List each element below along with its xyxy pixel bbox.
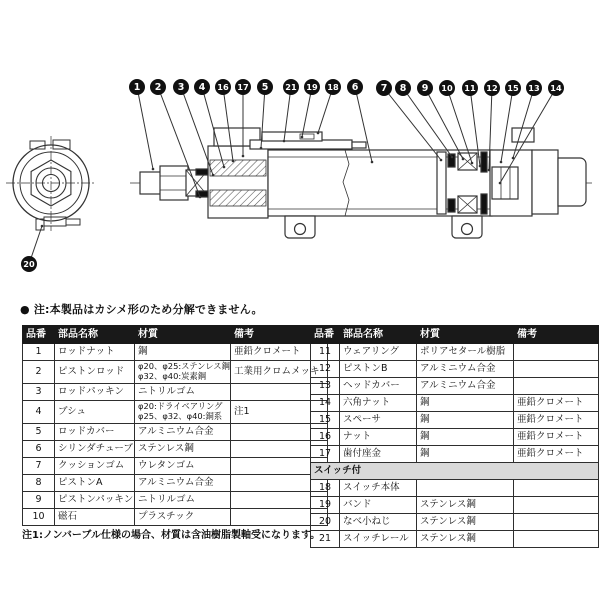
cell-num: 12 (311, 361, 340, 378)
cell-name: シリンダチューブ (55, 440, 135, 457)
cell-material: 鋼 (135, 344, 231, 361)
cell-name: 磁石 (55, 508, 135, 525)
cell-num: 19 (311, 497, 340, 514)
cell-num: 7 (23, 457, 55, 474)
svg-text:14: 14 (550, 83, 562, 94)
cell-num: 5 (23, 423, 55, 440)
cell-note: 亜鉛クロメート (514, 446, 599, 463)
cell-name: ロッドカバー (55, 423, 135, 440)
cell-name: 歯付座金 (340, 446, 417, 463)
table-row (311, 514, 599, 531)
svg-text:16: 16 (217, 82, 229, 93)
note-crimped: ● 注:本製品はカシメ形のため分解できません。 (20, 303, 263, 316)
column-header: 備考 (514, 326, 599, 344)
svg-text:20: 20 (23, 259, 35, 270)
table-row (23, 508, 328, 525)
parts-table-left (22, 325, 328, 526)
cell-name: バンド (340, 497, 417, 514)
cell-material: アルミニウム合金 (417, 378, 514, 395)
piston-b (437, 152, 446, 214)
table-row (23, 491, 328, 508)
cell-note (514, 531, 599, 548)
svg-text:7: 7 (380, 83, 388, 95)
svg-text:12: 12 (486, 83, 498, 94)
column-header: 品番 (23, 326, 55, 344)
cell-name: ロッドパッキン (55, 383, 135, 400)
cell-material: ウレタンゴム (135, 457, 231, 474)
svg-text:17: 17 (237, 82, 249, 93)
hex-nut-side (492, 167, 518, 199)
table-row (311, 531, 599, 548)
svg-text:21: 21 (285, 82, 297, 93)
wear-ring (481, 152, 487, 172)
svg-text:6: 6 (351, 82, 359, 94)
cell-note: 注1 (231, 400, 328, 423)
section-row (311, 463, 599, 480)
head-end (532, 150, 558, 214)
table-row (23, 361, 328, 384)
table-row (23, 440, 328, 457)
svg-text:5: 5 (261, 82, 269, 94)
table-row (311, 344, 599, 361)
cell-material: 鋼 (417, 446, 514, 463)
cell-note (514, 480, 599, 497)
svg-text:9: 9 (421, 83, 429, 95)
svg-text:1: 1 (133, 82, 141, 94)
callout-1 (129, 79, 154, 170)
cell-material: 鋼 (417, 395, 514, 412)
cell-name: ピストンA (55, 474, 135, 491)
cell-material: ニトリルゴム (135, 491, 231, 508)
column-header: 備考 (231, 326, 328, 344)
callout-18 (317, 79, 341, 134)
table-row (23, 457, 328, 474)
cell-name: ヘッドカバー (340, 378, 417, 395)
svg-text:18: 18 (327, 82, 339, 93)
table-row (311, 480, 599, 497)
bushing (196, 169, 208, 175)
cell-note (514, 497, 599, 514)
table-row (23, 423, 328, 440)
cell-name: スイッチレール (340, 531, 417, 548)
cell-note (514, 514, 599, 531)
cell-num: 2 (23, 361, 55, 384)
callout-19 (301, 79, 320, 138)
parts-table-right (310, 325, 599, 548)
section-label: スイッチ付 (311, 463, 599, 480)
rod-nut (160, 166, 188, 200)
table-row (23, 400, 328, 423)
svg-text:15: 15 (507, 83, 519, 94)
cell-material: φ20、φ25:ステンレス鋼 φ32、φ40:炭素鋼 (135, 361, 231, 384)
cell-material: ステンレス鋼 (417, 497, 514, 514)
cell-note: 亜鉛クロメート (514, 395, 599, 412)
table-row (23, 344, 328, 361)
table-row (311, 497, 599, 514)
cell-note (514, 344, 599, 361)
table-row (311, 412, 599, 429)
cell-note (514, 361, 599, 378)
cell-material: アルミニウム合金 (135, 474, 231, 491)
rail-end-tab (352, 142, 366, 148)
cell-material: ポリアセタール樹脂 (417, 344, 514, 361)
cell-name: ナット (340, 429, 417, 446)
cell-name: 六角ナット (340, 395, 417, 412)
cell-material: ステンレス鋼 (135, 440, 231, 457)
table-row (311, 446, 599, 463)
cell-num: 3 (23, 383, 55, 400)
column-header: 品番 (311, 326, 340, 344)
rod-cover (208, 146, 268, 218)
cell-material: プラスチック (135, 508, 231, 525)
cell-num: 18 (311, 480, 340, 497)
cell-num: 14 (311, 395, 340, 412)
table-header-row (23, 326, 328, 344)
cell-num: 11 (311, 344, 340, 361)
cell-name: ピストンロッド (55, 361, 135, 384)
cell-note: 亜鉛クロメート (514, 429, 599, 446)
cell-material: 鋼 (417, 412, 514, 429)
column-header: 材質 (135, 326, 231, 344)
cell-num: 1 (23, 344, 55, 361)
cell-num: 17 (311, 446, 340, 463)
cell-material: ステンレス鋼 (417, 514, 514, 531)
table-row (23, 474, 328, 491)
cell-num: 15 (311, 412, 340, 429)
table-row (311, 395, 599, 412)
note-1: 注1:ノンバーブル仕様の場合、材質は含油樹脂製軸受になります。 (22, 530, 321, 541)
cell-material: 鋼 (417, 429, 514, 446)
column-header: 材質 (417, 326, 514, 344)
cell-num: 6 (23, 440, 55, 457)
cell-name: ロッドナット (55, 344, 135, 361)
cell-num: 21 (311, 531, 340, 548)
svg-text:8: 8 (399, 83, 407, 95)
cell-note: 亜鉛クロメート (231, 344, 328, 361)
cell-note: 工業用クロムメッキ (231, 361, 328, 384)
cell-num: 9 (23, 491, 55, 508)
table-row (311, 429, 599, 446)
cell-name: クッションゴム (55, 457, 135, 474)
svg-text:3: 3 (177, 82, 185, 94)
table-row (23, 383, 328, 400)
callout-20 (21, 225, 43, 272)
cell-name: ピストンB (340, 361, 417, 378)
cell-name: なべ小ねじ (340, 514, 417, 531)
cell-material: ニトリルゴム (135, 383, 231, 400)
svg-text:19: 19 (306, 82, 318, 93)
cell-num: 13 (311, 378, 340, 395)
column-header: 部品名称 (340, 326, 417, 344)
svg-text:11: 11 (464, 83, 476, 94)
cell-material: アルミニウム合金 (135, 423, 231, 440)
svg-text:2: 2 (154, 82, 162, 94)
cell-material: ステンレス鋼 (417, 531, 514, 548)
svg-text:4: 4 (198, 82, 206, 94)
callout-3 (173, 79, 214, 176)
port-tab-right (53, 140, 70, 149)
cell-name: ピストンパッキン (55, 491, 135, 508)
cell-num: 16 (311, 429, 340, 446)
cell-name: ウェアリング (340, 344, 417, 361)
table-row (311, 378, 599, 395)
front-view (6, 136, 96, 231)
cell-name: スペーサ (340, 412, 417, 429)
column-header: 部品名称 (55, 326, 135, 344)
cell-note: 亜鉛クロメート (514, 412, 599, 429)
cell-material (417, 480, 514, 497)
cell-material: アルミニウム合金 (417, 361, 514, 378)
svg-text:13: 13 (528, 83, 540, 94)
cell-name: スイッチ本体 (340, 480, 417, 497)
cell-num: 8 (23, 474, 55, 491)
table-row (311, 361, 599, 378)
cell-name: ブシュ (55, 400, 135, 423)
cell-num: 20 (311, 514, 340, 531)
cell-note (514, 378, 599, 395)
cell-num: 10 (23, 508, 55, 525)
cell-num: 4 (23, 400, 55, 423)
svg-text:10: 10 (441, 83, 453, 94)
cell-material: φ20:ドライベアリング φ25、φ32、φ40:銅系 (135, 400, 231, 423)
table-header-row (311, 326, 599, 344)
